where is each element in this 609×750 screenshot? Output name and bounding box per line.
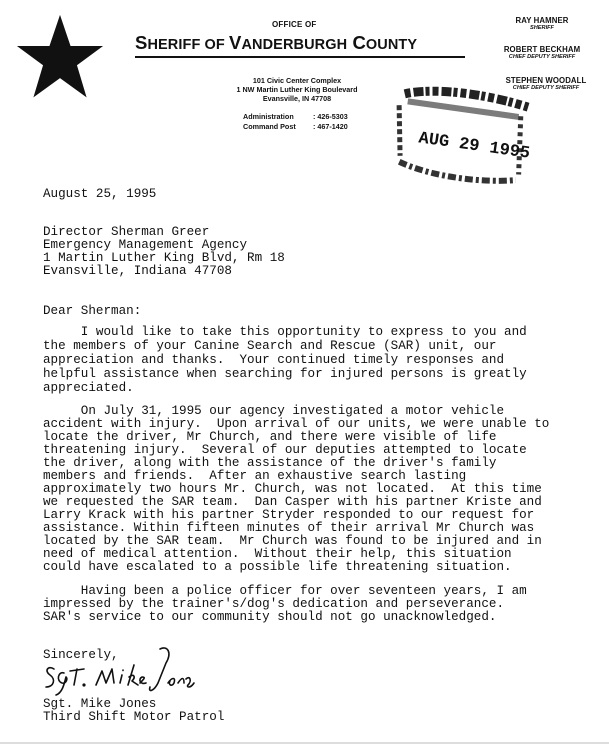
body-line: helpful assistance when searching for injured persons is greatly (43, 367, 527, 381)
body-line: threatening injury. Several of our deputies attempted to locate (43, 443, 527, 457)
body-line: SAR's service to our community should not go unacknowledged. (43, 610, 497, 624)
phone-value: : 467-1420 (313, 121, 348, 131)
officer-chief-deputy-1 (497, 45, 587, 60)
phone-value: : 426-5303 (313, 112, 348, 121)
office-of-label: OFFICE OF (272, 20, 317, 29)
body-line: approximately two hours Mr. Church, was not located. At this time (43, 482, 542, 496)
closing: Sincerely, (43, 648, 119, 662)
office-address (222, 76, 372, 103)
letterhead-rule (135, 56, 465, 58)
address-line: 1 NW Martin Luther King Boulevard (236, 85, 358, 94)
body-line: accident with injury. Upon arrival of our units, we were unable to (43, 417, 550, 431)
body-line: appreciated. (43, 381, 134, 395)
recipient-line: 1 Martin Luther King Blvd, Rm 18 (43, 251, 285, 265)
phone-row (243, 122, 348, 132)
body-line: Larry Krack with his partner Stryder responded to our request for (43, 508, 535, 522)
letterhead-title: SHERIFF OF VANDERBURGH COUNTY (135, 32, 418, 53)
body-line: On July 31, 1995 our agency investigated a motor vehicle (43, 404, 505, 418)
sheriff-star-logo (14, 13, 106, 101)
recipient-line: Emergency Management Agency (43, 238, 248, 252)
body-line: members and friends. After an exhaustive search lasting (43, 469, 467, 483)
salutation: Dear Sherman: (43, 304, 142, 318)
handwritten-signature (40, 643, 200, 698)
officer-name: ROBERT BECKHAM (503, 45, 581, 54)
officer-title: CHIEF DEPUTY SHERIFF (508, 54, 576, 60)
phone-label: Command Post (243, 121, 296, 131)
phone-row (243, 112, 348, 122)
body-line: assistance. Within fifteen minutes of their arrival Mr Church was (43, 521, 535, 535)
body-line: impressed by the trainer's/dog's dedication and perseverance. (43, 597, 505, 611)
body-line: I would like to take this opportunity to express to you and (43, 325, 527, 339)
officer-title: SHERIFF (530, 25, 554, 31)
officer-name: STEPHEN WOODALL (505, 76, 587, 85)
phone-numbers (243, 112, 348, 131)
officer-name: RAY HAMNER (515, 16, 569, 25)
recipient-line: Director Sherman Greer (43, 225, 210, 239)
address-line: 101 Civic Center Complex (252, 76, 342, 85)
page-edge (0, 742, 609, 744)
letter-date: August 25, 1995 (43, 187, 157, 201)
officer-sheriff (507, 16, 577, 31)
body-line: could have escalated to a possible life threatening situation. (43, 560, 512, 574)
address-line: Evansville, IN 47708 (262, 94, 332, 103)
stamp-date: AUG 29 1995 (417, 129, 532, 164)
body-line: located by the SAR team. Mr Church was found to be injured and in (43, 534, 542, 548)
signer-title: Third Shift Motor Patrol (43, 710, 225, 724)
officer-title: CHIEF DEPUTY SHERIFF (512, 85, 580, 91)
phone-label: Administration (243, 112, 294, 121)
body-line: the driver, along with the assistance of the driver's family (43, 456, 497, 470)
signer-name: Sgt. Mike Jones (43, 697, 157, 711)
recipient-line: Evansville, Indiana 47708 (43, 264, 232, 278)
received-date-stamp (385, 84, 535, 194)
body-line: Having been a police officer for over seventeen years, I am (43, 584, 527, 598)
body-line: need of medical attention. Without their help, this situation (43, 547, 512, 561)
body-line: appreciation and thanks. Your continued timely responses and (43, 353, 505, 367)
body-line: we requested the SAR team. Dan Casper with his partner Kriste and (43, 495, 542, 509)
body-line: the members of your Canine Search and Rescue (SAR) unit, our (43, 339, 497, 353)
body-line: locate the driver, Mr Church, and there were visible of life (43, 430, 497, 444)
